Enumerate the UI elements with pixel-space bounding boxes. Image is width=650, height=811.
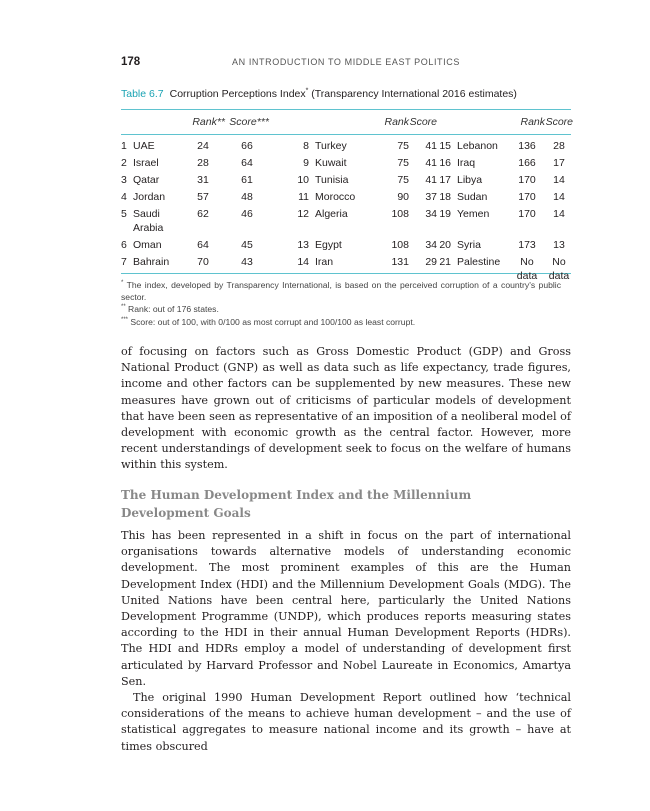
rank-cell: No data (516, 256, 538, 282)
rank-cell: 28 (197, 157, 209, 169)
score-cell: 66 (241, 140, 253, 152)
score-cell: 48 (241, 191, 253, 203)
score-cell: 13 (553, 239, 565, 251)
score-cell: 34 (425, 208, 437, 220)
score-cell: 45 (241, 239, 253, 251)
score-cell: 14 (553, 208, 565, 220)
row-number: 20 (439, 239, 451, 251)
header-score: Score (545, 116, 573, 128)
country-name: Sudan (457, 191, 488, 203)
row-number: 15 (439, 140, 451, 152)
row-number: 14 (297, 256, 309, 268)
score-cell: 64 (241, 157, 253, 169)
rank-cell: 136 (518, 140, 536, 152)
footnote (121, 316, 561, 328)
rank-cell: 75 (397, 140, 409, 152)
footnote-marker: *** (121, 316, 129, 323)
country-name: Palestine (457, 256, 501, 268)
body-paragraph (121, 344, 571, 474)
rank-cell: 70 (197, 256, 209, 268)
row-number: 11 (298, 191, 309, 203)
footnote (121, 303, 561, 315)
rank-cell: 64 (197, 239, 209, 251)
country-name: Oman (133, 239, 162, 251)
country-name: Bahrain (133, 256, 170, 268)
row-number: 5 (121, 208, 127, 220)
country-name: Algeria (315, 208, 348, 220)
country-name: Lebanon (457, 140, 498, 152)
rank-cell: 131 (391, 256, 409, 268)
country-name: Morocco (315, 191, 356, 203)
corruption-index-table (121, 111, 573, 283)
row-number: 8 (303, 140, 309, 152)
country-name: Jordan (133, 191, 166, 203)
table-footnotes (121, 279, 561, 328)
body-section (121, 528, 571, 755)
rank-cell: 62 (197, 208, 209, 220)
table-row (121, 207, 573, 238)
country-name: Syria (457, 239, 481, 251)
score-cell: 34 (425, 239, 437, 251)
country-name: Saudi Arabia (133, 208, 164, 234)
country-name: Qatar (133, 174, 160, 186)
row-number: 13 (297, 239, 309, 251)
score-cell: 37 (425, 191, 437, 203)
header-score: Score (409, 116, 437, 128)
score-cell: 41 (425, 174, 437, 186)
rank-cell: 75 (397, 174, 409, 186)
country-name: Israel (133, 157, 159, 169)
table-caption (121, 88, 571, 100)
footnote-text: Score: out of 100, with 0/100 as most corrupt and 100/100 as least corrupt. (128, 316, 416, 327)
footnote-text: Rank: out of 176 states. (125, 304, 219, 315)
country-name: Kuwait (315, 157, 347, 169)
section-heading: The Human Development Index and the Millennium Development Goals (121, 488, 472, 520)
rank-cell: 57 (197, 191, 209, 203)
score-cell: 46 (241, 208, 253, 220)
country-name: Iran (315, 256, 334, 268)
table-row (121, 156, 573, 173)
rank-cell: 170 (518, 174, 536, 186)
rank-cell: 108 (391, 239, 409, 251)
score-cell: 29 (425, 256, 437, 268)
rank-cell: 173 (518, 239, 536, 251)
score-cell: 28 (553, 140, 565, 152)
rank-cell: 75 (397, 157, 409, 169)
table-top-rule (121, 109, 571, 110)
score-cell: 14 (553, 174, 565, 186)
rank-cell: 108 (391, 208, 409, 220)
footnote (121, 279, 561, 303)
table-label: Table 6.7 (121, 88, 164, 100)
rank-cell: 166 (518, 157, 536, 169)
row-number: 9 (303, 157, 309, 169)
row-number: 12 (297, 208, 309, 220)
rank-cell: 31 (197, 174, 209, 186)
rank-cell: 170 (518, 191, 536, 203)
header-score: Score*** (229, 116, 269, 128)
score-cell: 41 (425, 157, 437, 169)
country-name: UAE (133, 140, 155, 152)
row-number: 18 (439, 191, 451, 203)
header-rank: Rank** (192, 116, 225, 128)
country-name: Yemen (457, 208, 490, 220)
row-number: 17 (439, 174, 451, 186)
row-number: 10 (297, 174, 309, 186)
rank-cell: 90 (397, 191, 409, 203)
row-number: 4 (121, 191, 127, 203)
paragraph-text: of focusing on factors such as Gross Domestic Product (GDP) and Gross National Product (GNP) as well as data such as life expectancy, trade figures, income and other factors can be supplemented by new measures. These new measures have grown out of criticisms of particular models of development that have been seen as representative of an imposition of a neoliberal model of development with economic growth as the central factor. However, more recent understandings of development seek to focus on the welfare of humans within this system. (121, 345, 571, 472)
footnote-text: The index, developed by Transparency International, is based on the perceived corruption of a country's public sector. (121, 280, 561, 303)
country-name: Iraq (457, 157, 476, 169)
paragraph-text: The original 1990 Human Development Report outlined how ‘technical considerations of the means to achieve human development – and the use of statistical aggregates to measure national income and its growth – have at times obscured (121, 691, 571, 753)
row-number: 7 (121, 256, 127, 268)
row-number: 3 (121, 174, 127, 186)
header-rank: Rank (384, 116, 409, 128)
page-number: 178 (121, 56, 141, 68)
row-number: 1 (121, 140, 127, 152)
footnote-marker: * (121, 280, 124, 287)
score-cell: 61 (241, 174, 253, 186)
running-head (121, 56, 571, 72)
running-title: AN INTRODUCTION TO MIDDLE EAST POLITICS (232, 57, 460, 67)
row-number: 21 (439, 256, 451, 268)
table-row (121, 133, 573, 156)
country-name: Tunisia (315, 174, 349, 186)
score-cell: 14 (553, 191, 565, 203)
country-name: Egypt (315, 239, 342, 251)
table-row (121, 173, 573, 190)
score-cell: No data (548, 256, 570, 282)
table-row (121, 190, 573, 207)
caption-footnote-marker: * (305, 87, 309, 95)
rank-cell: 170 (518, 208, 536, 220)
table-caption-text: Corruption Perceptions Index (169, 88, 306, 100)
score-cell: 41 (425, 140, 437, 152)
row-number: 16 (439, 157, 451, 169)
table-row (121, 238, 573, 255)
country-name: Libya (457, 174, 483, 186)
footnote-marker: ** (121, 304, 126, 311)
rank-cell: 24 (197, 140, 209, 152)
row-number: 19 (439, 208, 451, 220)
row-number: 2 (121, 157, 127, 169)
score-cell: 43 (241, 256, 253, 268)
header-rank: Rank (520, 116, 545, 128)
paragraph-text: This has been represented in a shift in focus on the part of international organisations towards alternative models of understanding economic development. The most prominent examples of this are the Human Development Index (HDI) and the Millennium Development Goals (MDG). The United Nations have been central here, particularly the United Nations Development Programme (UNDP), which produces reports measuring states according to the HDI in their annual Human Development Reports (HDRs). The HDI and HDRs employ a model of understanding of development first articulated by Harvard Professor and Nobel Laureate in Economics, Amartya Sen. (121, 529, 571, 688)
table-caption-suffix: (Transparency International 2016 estimates) (308, 88, 517, 100)
country-name: Turkey (315, 140, 347, 152)
score-cell: 17 (553, 157, 565, 169)
row-number: 6 (121, 239, 127, 251)
table-header-row (121, 111, 573, 133)
